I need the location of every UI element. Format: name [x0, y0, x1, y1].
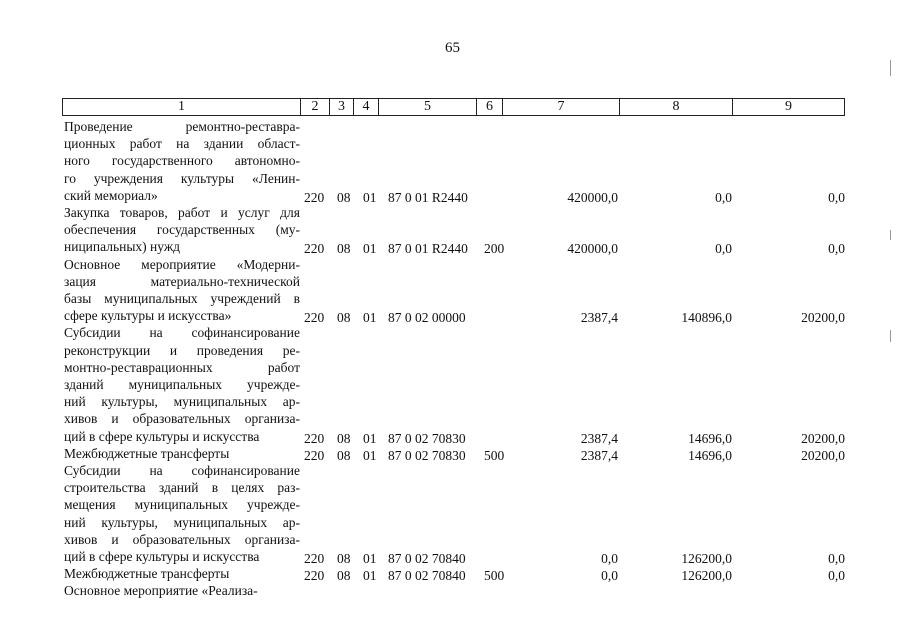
cell-c8: 0,0	[715, 241, 732, 257]
cell-c3: 08	[337, 551, 351, 566]
cell-c9: 20200,0	[801, 447, 845, 463]
description-line: строительства зданий в целях раз-	[64, 480, 300, 496]
description-line: ский мемориал»	[64, 187, 158, 203]
header-col-9: 9	[733, 99, 845, 116]
cell-c2: 220	[304, 430, 325, 446]
cell-c9: 0,0	[828, 241, 845, 257]
description-line: ниципальных) нужд	[64, 239, 181, 255]
description-line: ционных работ на здании област-	[64, 136, 300, 152]
cell-c9: 20200,0	[801, 430, 845, 446]
cell-c6: 500	[484, 447, 505, 463]
cell-c4: 01	[363, 430, 377, 446]
header-col-5: 5	[379, 99, 477, 116]
row-description	[64, 565, 300, 582]
cell-c4: 01	[363, 551, 377, 566]
row-description	[64, 445, 300, 462]
description-line: Субсидии на софинансирование	[64, 463, 300, 478]
header-col-8: 8	[620, 99, 733, 116]
description-line: ний культуры, муниципальных ар-	[64, 394, 300, 410]
header-col-7: 7	[503, 99, 620, 116]
page-number: 65	[445, 40, 460, 56]
description-line: сфере культуры и искусства»	[64, 308, 232, 324]
scan-margin-mark	[890, 60, 891, 76]
header-col-2: 2	[301, 99, 330, 116]
cell-c3: 08	[337, 568, 351, 584]
cell-c5: 87 0 01 R2440	[388, 241, 468, 257]
cell-c8: 126200,0	[681, 551, 732, 566]
description-line: Основное мероприятие «Реализа-	[64, 583, 258, 599]
cell-c2: 220	[304, 189, 325, 205]
description-line: Основное мероприятие «Модерни-	[64, 256, 300, 272]
row-description	[64, 324, 300, 444]
cell-c7: 420000,0	[567, 189, 618, 205]
description-line: реконструкции и проведения ре-	[64, 342, 300, 358]
description-line: мещения муниципальных учрежде-	[64, 497, 300, 513]
row-description	[64, 118, 300, 204]
header-col-6: 6	[477, 99, 503, 116]
cell-c2: 220	[304, 310, 325, 326]
cell-c5: 87 0 02 70830	[388, 447, 466, 463]
cell-c8: 14696,0	[688, 430, 732, 446]
cell-c9: 0,0	[828, 568, 845, 584]
cell-c5: 87 0 02 70830	[388, 430, 466, 446]
cell-c3: 08	[337, 189, 351, 205]
cell-c5: 87 0 02 00000	[388, 310, 466, 326]
description-line: ного государственного автономно-	[64, 153, 300, 169]
header-col-3: 3	[330, 99, 354, 116]
cell-c7: 0,0	[601, 568, 618, 584]
description-line: зация материально-технической	[64, 273, 300, 289]
description-line: обеспечения государственных (му-	[64, 222, 300, 238]
header-col-1: 1	[63, 99, 301, 116]
header-col-4: 4	[354, 99, 379, 116]
cell-c4: 01	[363, 447, 377, 463]
cell-c8: 14696,0	[688, 447, 732, 463]
description-line: Межбюджетные трансферты	[64, 445, 230, 461]
row-description	[64, 256, 300, 325]
cell-c9: 20200,0	[801, 310, 845, 326]
scan-margin-mark	[890, 230, 891, 240]
description-line: базы муниципальных учреждений в	[64, 291, 300, 306]
row-description	[64, 204, 300, 256]
description-line: ций в сфере культуры и искусства	[64, 428, 260, 444]
cell-c7: 2387,4	[580, 447, 618, 463]
cell-c2: 220	[304, 568, 325, 584]
description-line: Субсидии на софинансирование	[64, 325, 300, 341]
cell-c8: 126200,0	[681, 568, 732, 584]
cell-c9: 0,0	[828, 189, 845, 205]
description-line: хивов и образовательных организа-	[64, 411, 300, 427]
description-line: Закупка товаров, работ и услуг для	[64, 205, 300, 220]
description-line: хивов и образовательных организа-	[64, 531, 300, 547]
description-line: Проведение ремонтно-реставра-	[64, 119, 300, 134]
row-description	[64, 462, 300, 565]
cell-c2: 220	[304, 241, 325, 257]
cell-c9: 0,0	[828, 551, 845, 566]
cell-c4: 01	[363, 241, 377, 257]
cell-c7: 0,0	[601, 551, 618, 566]
cell-c3: 08	[337, 310, 351, 326]
description-line: ний культуры, муниципальных ар-	[64, 514, 300, 530]
cell-c5: 87 0 01 R2440	[388, 189, 468, 205]
cell-c4: 01	[363, 310, 377, 326]
cell-c4: 01	[363, 189, 377, 205]
description-line: ций в сфере культуры и искусства	[64, 549, 260, 565]
cell-c8: 0,0	[715, 189, 732, 205]
cell-c8: 140896,0	[681, 310, 732, 326]
description-line: го учреждения культуры «Ленин-	[64, 170, 300, 186]
cell-c3: 08	[337, 241, 351, 257]
description-line: зданий муниципальных учрежде-	[64, 377, 300, 392]
cell-c7: 2387,4	[580, 310, 618, 326]
cell-c5: 87 0 02 70840	[388, 551, 466, 566]
cell-c7: 2387,4	[580, 430, 618, 446]
cell-c6: 200	[484, 241, 505, 257]
cell-c3: 08	[337, 430, 351, 446]
cell-c7: 420000,0	[567, 241, 618, 257]
cell-c6: 500	[484, 568, 505, 584]
cell-c4: 01	[363, 568, 377, 584]
cell-c5: 87 0 02 70840	[388, 568, 466, 584]
scan-margin-mark	[890, 330, 891, 342]
description-line: монтно-реставрационных работ	[64, 359, 300, 375]
cell-c3: 08	[337, 447, 351, 463]
cell-c2: 220	[304, 551, 325, 566]
column-number-header	[62, 98, 845, 116]
cell-c2: 220	[304, 447, 325, 463]
description-line: Межбюджетные трансферты	[64, 566, 230, 582]
row-description	[64, 582, 300, 599]
